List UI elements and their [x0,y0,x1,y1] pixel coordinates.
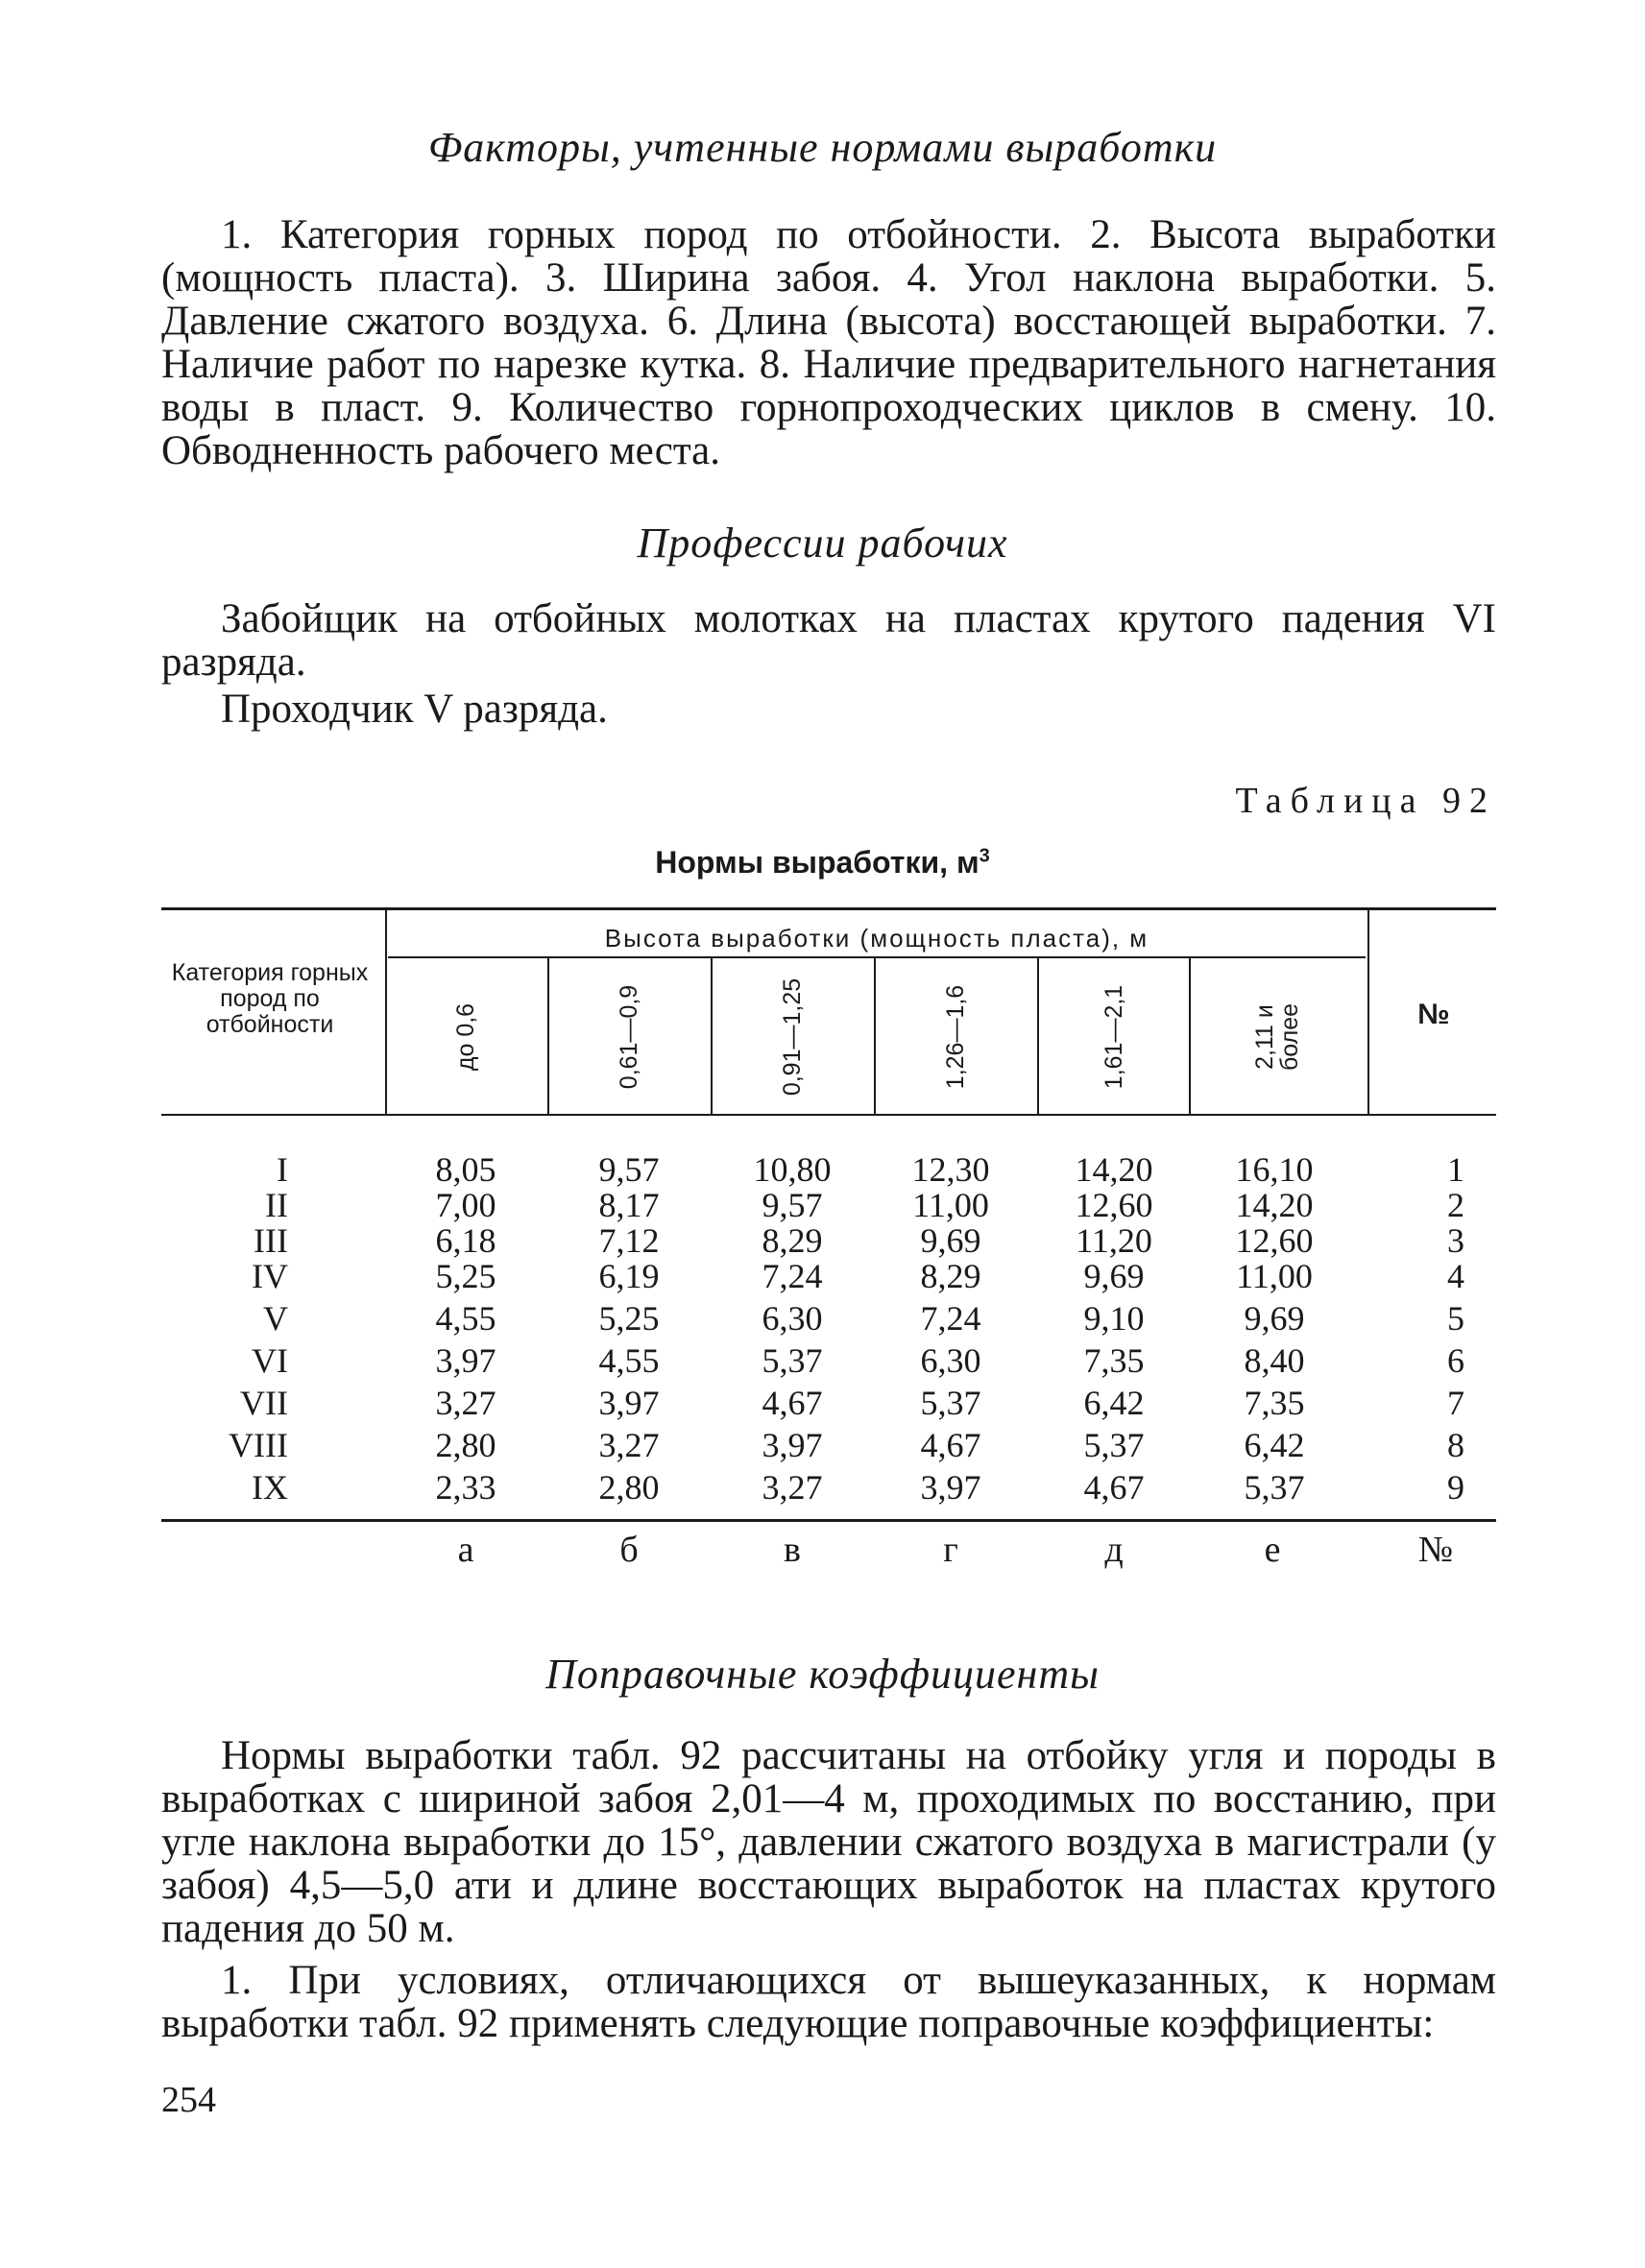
table-cell: 11,20 [1076,1221,1152,1260]
table-cell: 3,27 [762,1468,823,1507]
row-category: II [265,1186,288,1224]
table-cell: 5,37 [1083,1426,1145,1464]
row-category: VIII [229,1426,288,1464]
table-cell: 8,17 [598,1186,660,1224]
footer-letter: г [943,1530,958,1570]
col-divider [874,958,876,1114]
table-cell: 5,37 [762,1341,823,1380]
row-category: IX [252,1468,288,1507]
column-header [600,970,658,1104]
table-cell: 3,97 [762,1426,823,1464]
column-header [927,970,984,1104]
col-divider [1367,907,1369,1114]
profession-line-1-text: Забойщик на отбойных молотках на пластах крутого падения VI разряда. [161,596,1496,685]
table-cell: 6,18 [435,1221,496,1260]
column-header-text: 2,11 и более [1251,1002,1303,1072]
column-header-text: до 0,6 [452,1002,480,1072]
table-cell: 6,30 [920,1341,981,1380]
table-cell: 7,24 [762,1257,823,1295]
table-cell: 4,67 [1083,1468,1145,1507]
row-category: III [254,1221,288,1260]
table-cell: 12,30 [911,1150,990,1189]
profession-line-2-text: Проходчик V разряда. [221,687,608,732]
factors-text-body: 1. Категория горных пород по отбойности. 2. Высота выработки (мощность пласта). 3. Ширина забоя. 4. Угол наклона выработки. 5. Давление сжатого воздуха. 6. Длина (высота) восстающей выработки. 7. Наличие работ по нарезке кутка. 8. Наличие предварительного нагнетания воды в пласт. 9. Количество горнопроходческих циклов в смену. 10. Обводненность рабочего места. [161,212,1496,473]
table-cell: 4,67 [762,1384,823,1422]
factors-text [161,213,1496,472]
table-cell: 9,10 [1083,1299,1145,1338]
row-number: 7 [1447,1384,1464,1422]
row-number: 8 [1447,1426,1464,1464]
column-header-text: 0,61—0,9 [616,984,643,1090]
header-height-span: Высота выработки (мощность пласта), м [604,924,1149,953]
column-header-text: 1,26—1,6 [942,984,970,1090]
table-cell: 8,40 [1244,1341,1305,1380]
row-category: VII [240,1384,288,1422]
table-cell: 9,57 [762,1186,823,1224]
row-number: 9 [1447,1468,1464,1507]
table-cell: 14,20 [1235,1186,1314,1224]
table-cell: 9,69 [1244,1299,1305,1338]
table-cell: 3,27 [598,1426,660,1464]
page-number: 254 [161,2080,216,2120]
table-cell: 4,67 [920,1426,981,1464]
row-number: 3 [1447,1221,1464,1260]
coefficients-para-1 [161,1734,1496,1950]
column-header-text: 1,61—2,1 [1101,984,1128,1090]
footer-letter: б [619,1530,639,1570]
header-number: № [1417,999,1450,1030]
factors-heading: Факторы, учтенные нормами выработки [427,124,1218,171]
row-number: 2 [1447,1186,1464,1224]
table-cell: 2,80 [435,1426,496,1464]
table-cell: 9,57 [598,1150,660,1189]
table-title-text: Нормы выработки, м [655,845,980,880]
table-cell: 8,29 [762,1221,823,1260]
row-number: 1 [1447,1150,1464,1189]
footer-letter: в [784,1530,801,1570]
table-cell: 12,60 [1075,1186,1153,1224]
profession-line-2 [161,688,1496,731]
table-title-sup: 3 [979,845,990,867]
col-divider [385,907,387,1114]
column-header [763,970,821,1104]
table-cell: 7,35 [1083,1341,1145,1380]
table-cell: 10,80 [753,1150,832,1189]
footer-letter: е [1264,1530,1281,1570]
coefficients-heading: Поправочные коэффициенты [545,1651,1100,1698]
coefficients-para-2-text: 1. При условиях, отличающихся от вышеуказанных, к нормам выработки табл. 92 применять следующие поправочные коэффициенты: [161,1958,1496,2046]
table-cell: 11,00 [1236,1257,1313,1295]
col-divider [711,958,713,1114]
col-divider [1189,958,1191,1114]
table-top-rule [161,907,1496,910]
header-bottom-rule [161,1114,1496,1116]
table-cell: 12,60 [1235,1221,1314,1260]
header-category: Категория горных пород по отбойности [171,959,369,1038]
table-cell: 7,00 [435,1186,496,1224]
table-cell: 11,00 [912,1186,989,1224]
profession-line-1 [161,597,1496,684]
table-cell: 5,37 [1244,1468,1305,1507]
coefficients-para-1-text: Нормы выработки табл. 92 рассчитаны на отбойку угля и породы в выработках с шириной забоя 2,01—4 м, проходимых по восстанию, при угле наклона выработки до 15°, давлении сжатого воздуха в магистрали (у забоя) 4,5—5,0 ати и длине восстающих выработок на пластах крутого падения до 50 м. [161,1733,1496,1951]
table-cell: 4,55 [435,1299,496,1338]
table-cell: 6,42 [1083,1384,1145,1422]
row-number: 5 [1447,1299,1464,1338]
table-title [0,845,1645,881]
table-cell: 3,97 [598,1384,660,1422]
footer-number: № [1417,1530,1454,1570]
footer-letter: а [457,1530,474,1570]
table-bottom-rule [161,1519,1496,1522]
table-cell: 7,12 [598,1221,660,1260]
table-cell: 6,42 [1244,1426,1305,1464]
footer-letter: д [1104,1530,1124,1570]
table-cell: 5,25 [435,1257,496,1295]
header-span-rule [388,956,1366,958]
col-divider [547,958,549,1114]
table-cell: 5,37 [920,1384,981,1422]
table-cell: 7,24 [920,1299,981,1338]
row-category: I [277,1150,288,1189]
table-cell: 6,30 [762,1299,823,1338]
table-cell: 8,29 [920,1257,981,1295]
row-number: 4 [1447,1257,1464,1295]
table-cell: 5,25 [598,1299,660,1338]
coefficients-para-2 [161,1959,1496,2045]
row-number: 6 [1447,1341,1464,1380]
table-cell: 3,97 [920,1468,981,1507]
col-divider [1037,958,1039,1114]
column-header-text: 0,91—1,25 [779,977,807,1097]
table-cell: 7,35 [1244,1384,1305,1422]
row-category: VI [252,1341,288,1380]
column-header [437,970,495,1104]
row-category: V [263,1299,288,1338]
table-cell: 6,19 [598,1257,660,1295]
table-cell: 16,10 [1235,1150,1314,1189]
table-cell: 3,97 [435,1341,496,1380]
table-cell: 2,33 [435,1468,496,1507]
table-cell: 4,55 [598,1341,660,1380]
table-cell: 8,05 [435,1150,496,1189]
table-cell: 9,69 [920,1221,981,1260]
table-cell: 3,27 [435,1384,496,1422]
table-cell: 9,69 [1083,1257,1145,1295]
table-label: Таблица 92 [1235,781,1496,821]
professions-heading: Профессии рабочих [637,519,1008,567]
table-cell: 14,20 [1075,1150,1153,1189]
column-header [1248,970,1306,1104]
column-header [1085,970,1143,1104]
row-category: IV [252,1257,288,1295]
table-cell: 2,80 [598,1468,660,1507]
